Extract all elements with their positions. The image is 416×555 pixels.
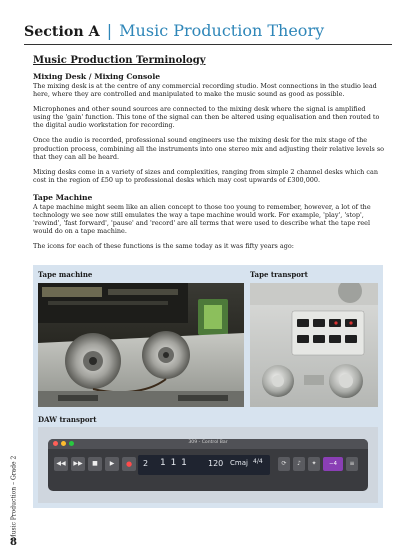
tape-machine-illustration	[38, 283, 244, 407]
daw-time-signature: 4/4	[253, 458, 263, 465]
daw-titlebar	[48, 439, 368, 449]
record-icon[interactable]: ●	[122, 457, 136, 471]
daw-bar-start: 2	[143, 459, 149, 468]
section-title: Music Production Terminology	[33, 55, 206, 66]
page-header	[24, 21, 392, 43]
tape-paragraph-1: A tape machine might seem like an alien concept to those too young to remember, however, a lot of the technology we see now still emulates the way a tape machine would work. For example, 'play', 'stop', 'rewind', 'fast forward', 'pause' and 'record' are all terms that were used to describe what the tape reel would do on a tape machine.	[33, 202, 371, 236]
stop-icon[interactable]: ■	[88, 457, 102, 471]
header-separator: |	[106, 21, 113, 40]
running-title: Music Production – Grade 2	[10, 455, 18, 541]
tape-transport-illustration	[250, 283, 378, 407]
daw-tempo: 120	[208, 459, 224, 468]
fast-forward-icon[interactable]: ▶▶	[71, 457, 85, 471]
play-icon[interactable]: ▶	[105, 457, 119, 471]
rewind-icon[interactable]: ◀◀	[54, 457, 68, 471]
daw-transport-buttons	[54, 457, 136, 473]
daw-right-controls	[278, 457, 358, 473]
daw-window-frame	[48, 439, 368, 491]
figure-panel	[33, 265, 383, 508]
daw-transport-window	[38, 427, 378, 503]
cycle-icon[interactable]: ⟳	[278, 457, 290, 471]
main-content	[33, 55, 385, 257]
daw-transport-caption: DAW transport	[38, 415, 97, 424]
tape-machine-caption: Tape machine	[38, 270, 93, 279]
running-title-column	[2, 455, 26, 541]
metronome-icon[interactable]: ♪	[293, 457, 305, 471]
mixing-paragraph-3: Once the audio is recorded, professional sound engineers use the mixing desk for the mix stage of the production process, combining all the instruments into one stereo mix and adjusting their relative levels so that they can all be heard.	[33, 136, 385, 161]
section-label: Section A	[24, 24, 100, 40]
tuner-icon[interactable]: ✦	[308, 457, 320, 471]
tape-transport-caption: Tape transport	[250, 270, 308, 279]
daw-position: 1 1 1	[160, 458, 188, 468]
daw-key: Cmaj	[230, 459, 248, 467]
daw-lcd-display	[138, 455, 270, 475]
header-rule	[24, 44, 392, 45]
mixing-paragraph-4: Mixing desks come in a variety of sizes and complexities, ranging from simple 2 channel desks which can cost in the region of £50 up to professional desks which may cost upwards of £300,000.	[33, 167, 378, 184]
tape-transport-photo	[250, 283, 378, 407]
mixing-heading: Mixing Desk / Mixing Console	[33, 72, 161, 81]
daw-window-title: 309 - Control Bar	[188, 440, 228, 445]
tape-machine-photo	[38, 283, 244, 407]
mixing-paragraph-2: Microphones and other sound sources are connected to the mixing desk where the signal is amplified using the 'gain' function. This tone of the signal can then be altered using equalisation and then routed to the digital audio workstation for recording.	[33, 105, 380, 130]
page-number: 8	[10, 537, 17, 548]
tape-heading: Tape Machine	[33, 192, 93, 202]
tape-paragraph-2: The icons for each of these functions is the same today as it was fifty years ago:	[33, 242, 294, 251]
list-icon[interactable]: ≡	[346, 457, 358, 471]
mixing-paragraph-1: The mixing desk is at the centre of any commercial recording studio. Most connections in the studio lead here, where they are controlled and manipulated to make the music sound as good as possible.	[33, 82, 377, 99]
header-subtitle: Music Production Theory	[119, 21, 325, 40]
daw-counter-badge: −4	[323, 457, 343, 471]
